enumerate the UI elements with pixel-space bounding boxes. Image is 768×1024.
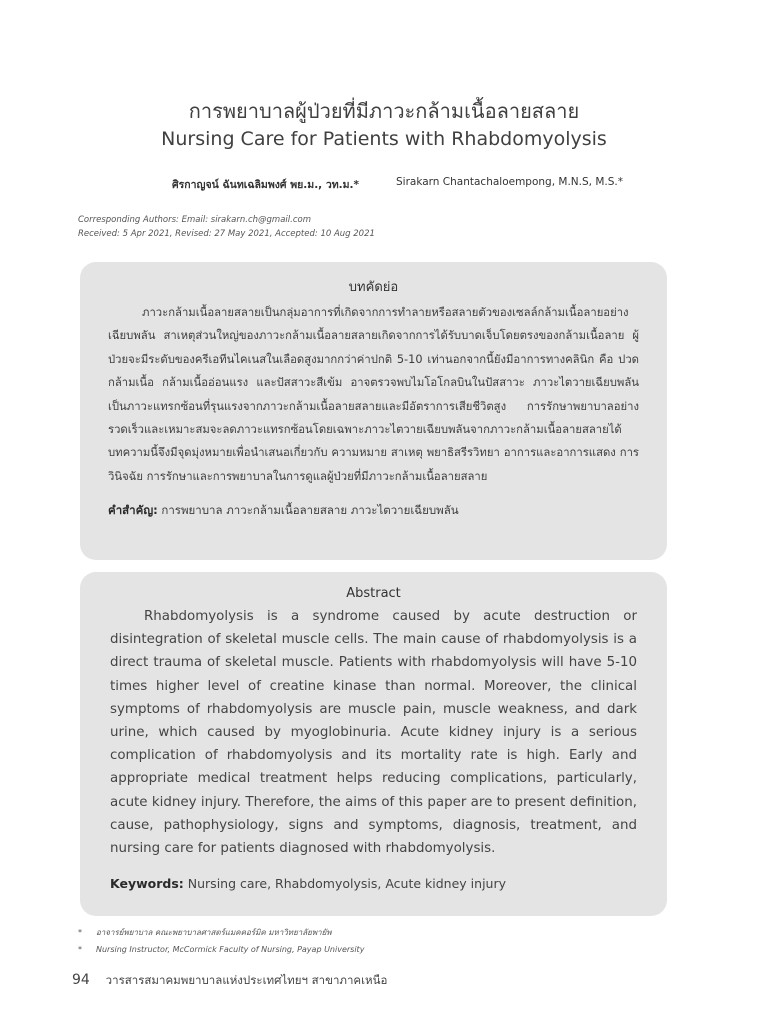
- footnote-english-text: Nursing Instructor, McCormick Faculty of Nursing, Payap University: [96, 945, 365, 954]
- english-keywords-label: Keywords:: [110, 876, 184, 892]
- footnote-marker: *: [78, 928, 82, 937]
- title-thai: การพยาบาลผู้ป่วยที่มีภาวะกล้ามเนื้อลายสลาย: [188, 99, 580, 123]
- thai-keywords: [108, 502, 639, 520]
- article-title: [0, 98, 768, 152]
- footnote-thai-text: อาจารย์พยาบาล คณะพยาบาลศาสตร์แมคคอร์มิค มหาวิทยาลัยพายัพ: [96, 928, 332, 937]
- thai-abstract-body: ภาวะกล้ามเนื้อลายสลายเป็นกลุ่มอาการที่เกิดจากการทำลายหรือสลายตัวของเซลล์กล้ามเนื้อลายอย่างเฉียบพลัน สาเหตุส่วนใหญ่ของภาวะกล้ามเนื้อลายสลายเกิดจากการได้รับบาดเจ็บโดยตรงของกล้ามเนื้อลาย ผู้ป่วยจะมีระดับของครีเอทีนไคเนสในเลือดสูงมากกว่าค่าปกติ 5-10 เท่านอกจากนี้ยังมีอาการทางคลินิก คือ ปวดกล้ามเนื้อ กล้ามเนื้ออ่อนแรง และปัสสาวะสีเข้ม อาจตรวจพบไมโอโกลบินในปัสสาวะ ภาวะไตวายเฉียบพลันเป็นภาวะแทรกซ้อนที่รุนแรงจากภาวะกล้ามเนื้อลายสลายและมีอัตราการเสียชีวิตสูง การรักษาพยาบาลอย่างรวดเร็วและเหมาะสมจะลดภาวะแทรกซ้อนโดยเฉพาะภาวะไตวายเฉียบพลันจากภาวะกล้ามเนื้อลายสลายได้ บทความนี้จึงมีจุดมุ่งหมายเพื่อนำเสนอเกี่ยวกับ ความหมาย สาเหตุ พยาธิสรีรวิทยา อาการและอาการแสดง การวินิจฉัย การรักษาและการพยาบาลในการดูแลผู้ป่วยที่มีภาวะกล้ามเนื้อลายสลาย: [108, 306, 639, 483]
- english-keywords: [110, 876, 637, 891]
- submission-dates: Received: 5 Apr 2021, Revised: 27 May 2021, Accepted: 10 Aug 2021: [78, 229, 375, 239]
- footnote-marker: *: [78, 945, 82, 954]
- english-abstract-box: [80, 572, 667, 916]
- english-keywords-text: Nursing care, Rhabdomyolysis, Acute kidney injury: [187, 876, 506, 892]
- thai-abstract-box: [80, 262, 667, 560]
- english-abstract-body: Rhabdomyolysis is a syndrome caused by acute destruction or disintegration of skeletal muscle cells. The main cause of rhabdomyolysis is a direct trauma of skeletal muscle. Patients with rhabdomyolysis will have 5-10 times higher level of creatine kinase than normal. Moreover, the clinical symptoms of rhabdomyolysis are muscle pain, muscle weakness, and dark urine, which caused by myoglobinuria. Acute kidney injury is a serious complication of rhabdomyolysis and its mortality rate is high. Early and appropriate medical treatment helps reducing complications, particularly, acute kidney injury. Therefore, the aims of this paper are to present definition, cause, pathophysiology, signs and symptoms, diagnosis, treatment, and nursing care for patients diagnosed with rhabdomyolysis.: [110, 609, 637, 857]
- footnote-english: [78, 941, 364, 958]
- thai-keywords-text: การพยาบาล ภาวะกล้ามเนื้อลายสลาย ภาวะไตวายเฉียบพลัน: [161, 503, 459, 518]
- corresponding-author: Corresponding Authors: Email: sirakarn.ch@gmail.com: [78, 215, 311, 225]
- author-english: Sirakarn Chantachaloempong, M.N.S, M.S.*: [396, 176, 623, 188]
- title-english: Nursing Care for Patients with Rhabdomyolysis: [161, 128, 607, 150]
- article-meta: [78, 213, 375, 241]
- thai-abstract-heading: บทคัดย่อ: [348, 280, 399, 295]
- footnote-thai: [78, 924, 364, 941]
- page-number: 94: [72, 972, 90, 988]
- footnotes: [78, 924, 364, 958]
- page-footer: [72, 972, 387, 990]
- english-abstract-heading: Abstract: [346, 586, 401, 601]
- thai-keywords-label: คำสำคัญ:: [108, 503, 158, 518]
- author-thai: ศิรกาญจน์ ฉันทเฉลิมพงศ์ พย.ม., วท.ม.*: [172, 179, 360, 191]
- journal-name: วารสารสมาคมพยาบาลแห่งประเทศไทยฯ สาขาภาคเหนือ: [105, 973, 388, 987]
